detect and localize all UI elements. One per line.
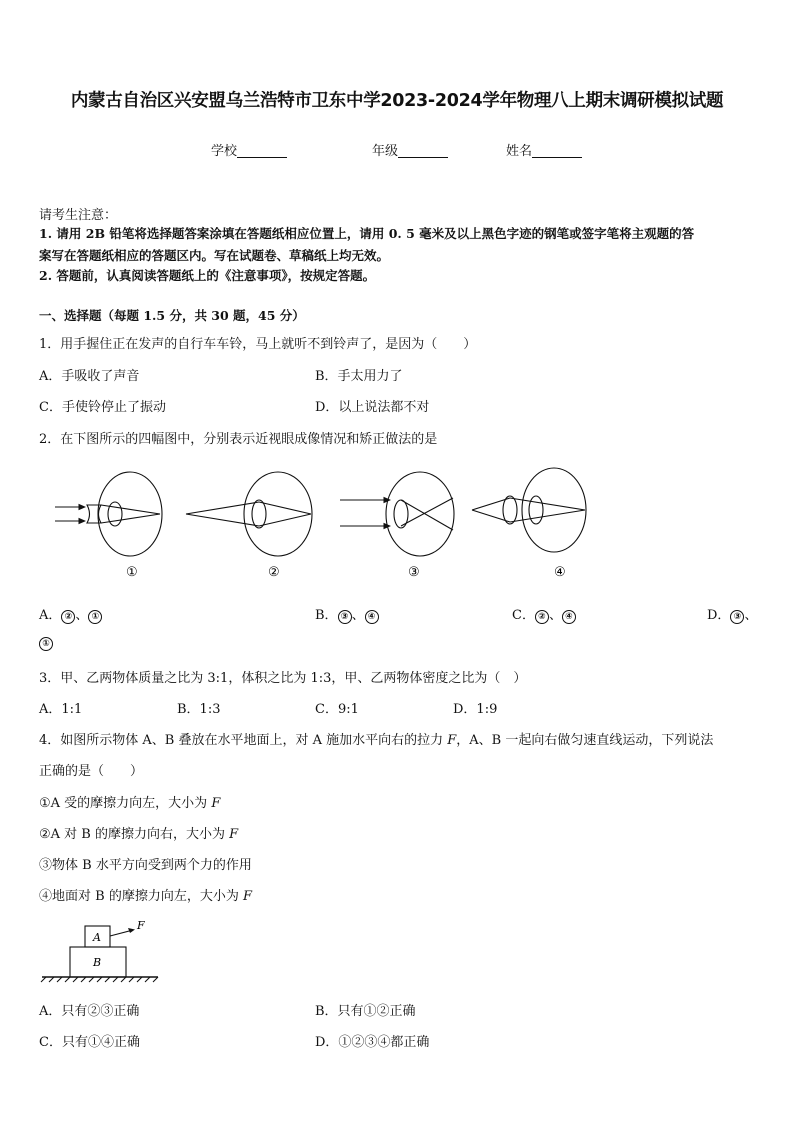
force-label: F (137, 919, 145, 932)
q4-statement-3: ③物体 B 水平方向受到两个力的作用 (39, 858, 252, 873)
school-blank[interactable] (237, 143, 287, 158)
notice-heading: 请考生注意： (39, 208, 118, 223)
q3-option-c[interactable]: C．9:1 (315, 702, 359, 717)
q4-stem: 4．如图所示物体 A、B 叠放在水平地面上，对 A 施加水平向右的拉力 F，A、B 一起向右做匀速直线运动，下列说法 (39, 733, 714, 748)
eye-diagram-4 (472, 468, 586, 552)
q2-option-b[interactable]: B． ③ 、 ④ (315, 604, 379, 624)
block-a-label: A (93, 931, 101, 944)
notice-line-3: 2. 答题前，认真阅读答题纸上的《注意事项》，按规定答题。 (39, 268, 376, 283)
block-b-label: B (93, 956, 102, 969)
page-title: 内蒙古自治区兴安盟乌兰浩特市卫东中学2023-2024学年物理八上期末调研模拟试题 (70, 91, 724, 111)
q4-option-c[interactable]: C．只有①④正确 (39, 1035, 140, 1050)
convex-lens-icon (503, 496, 517, 524)
q4-statement-4: ④地面对 B 的摩擦力向左，大小为 F (39, 889, 252, 904)
grade-field[interactable] (372, 140, 448, 159)
q4-blocks-diagram (40, 916, 170, 988)
school-label: 学校 (211, 144, 238, 159)
q3-option-b[interactable]: B．1:3 (177, 702, 221, 717)
eye-diagram-2 (186, 472, 312, 556)
notice-line-1: 1. 请用 2B 铅笔将选择题答案涂填在答题纸相应位置上，请用 0. 5 毫米及以上黑色字迹的钢笔或签字笔将主观题的答 (39, 226, 695, 241)
q1-option-b[interactable]: B．手太用力了 (315, 369, 403, 384)
q3-option-d[interactable]: D．1:9 (453, 702, 498, 717)
q3-option-a[interactable]: A．1:1 (39, 702, 83, 717)
name-label: 姓名 (506, 144, 533, 159)
notice-line-2: 案写在答题纸相应的答题区内。写在试题卷、草稿纸上均无效。 (39, 248, 390, 263)
school-field[interactable] (211, 140, 287, 159)
q1-stem: 1．用手握住正在发声的自行车车铃，马上就听不到铃声了，是因为（ ） (39, 337, 477, 352)
q2-stem: 2．在下图所示的四幅图中，分别表示近视眼成像情况和矫正做法的是 (39, 432, 438, 447)
fig-label-1: ① (126, 565, 138, 580)
concave-lens-icon (87, 505, 101, 523)
q2-option-a[interactable]: A． ② 、 ① (39, 604, 102, 624)
grade-blank[interactable] (398, 143, 448, 158)
q2-option-c[interactable]: C． ② 、 ④ (512, 604, 576, 624)
q1-option-c[interactable]: C．手使铃停止了振动 (39, 400, 166, 415)
q2-option-d-cont: ① (39, 635, 53, 651)
fig-label-2: ② (268, 565, 280, 580)
q2-eye-diagrams (40, 462, 600, 582)
q2-option-d[interactable]: D． ③ 、 (707, 608, 758, 623)
ground-hatch (41, 977, 158, 982)
q4-statement-1: ①A 受的摩擦力向左，大小为 F (39, 796, 221, 811)
section-heading: 一、选择题（每题 1.5 分，共 30 题，45 分） (39, 308, 305, 323)
grade-label: 年级 (372, 144, 399, 159)
q4-stem-line2: 正确的是（ ） (39, 764, 144, 779)
q4-option-b[interactable]: B．只有①②正确 (315, 1004, 416, 1019)
fig-label-4: ④ (554, 565, 566, 580)
q4-option-d[interactable]: D．①②③④都正确 (315, 1035, 430, 1050)
name-field[interactable] (506, 140, 582, 159)
eye-diagram-3 (340, 472, 454, 556)
q4-option-a[interactable]: A．只有②③正确 (39, 1004, 140, 1019)
q1-option-d[interactable]: D．以上说法都不对 (315, 400, 430, 415)
eye-diagram-1 (55, 472, 162, 556)
q3-stem: 3．甲、乙两物体质量之比为 3:1，体积之比为 1:3，甲、乙两物体密度之比为（ ） (39, 671, 527, 686)
q4-statement-2: ②A 对 B 的摩擦力向右，大小为 F (39, 827, 239, 842)
q1-option-a[interactable]: A．手吸收了声音 (39, 369, 140, 384)
fig-label-3: ③ (408, 565, 420, 580)
name-blank[interactable] (532, 143, 582, 158)
